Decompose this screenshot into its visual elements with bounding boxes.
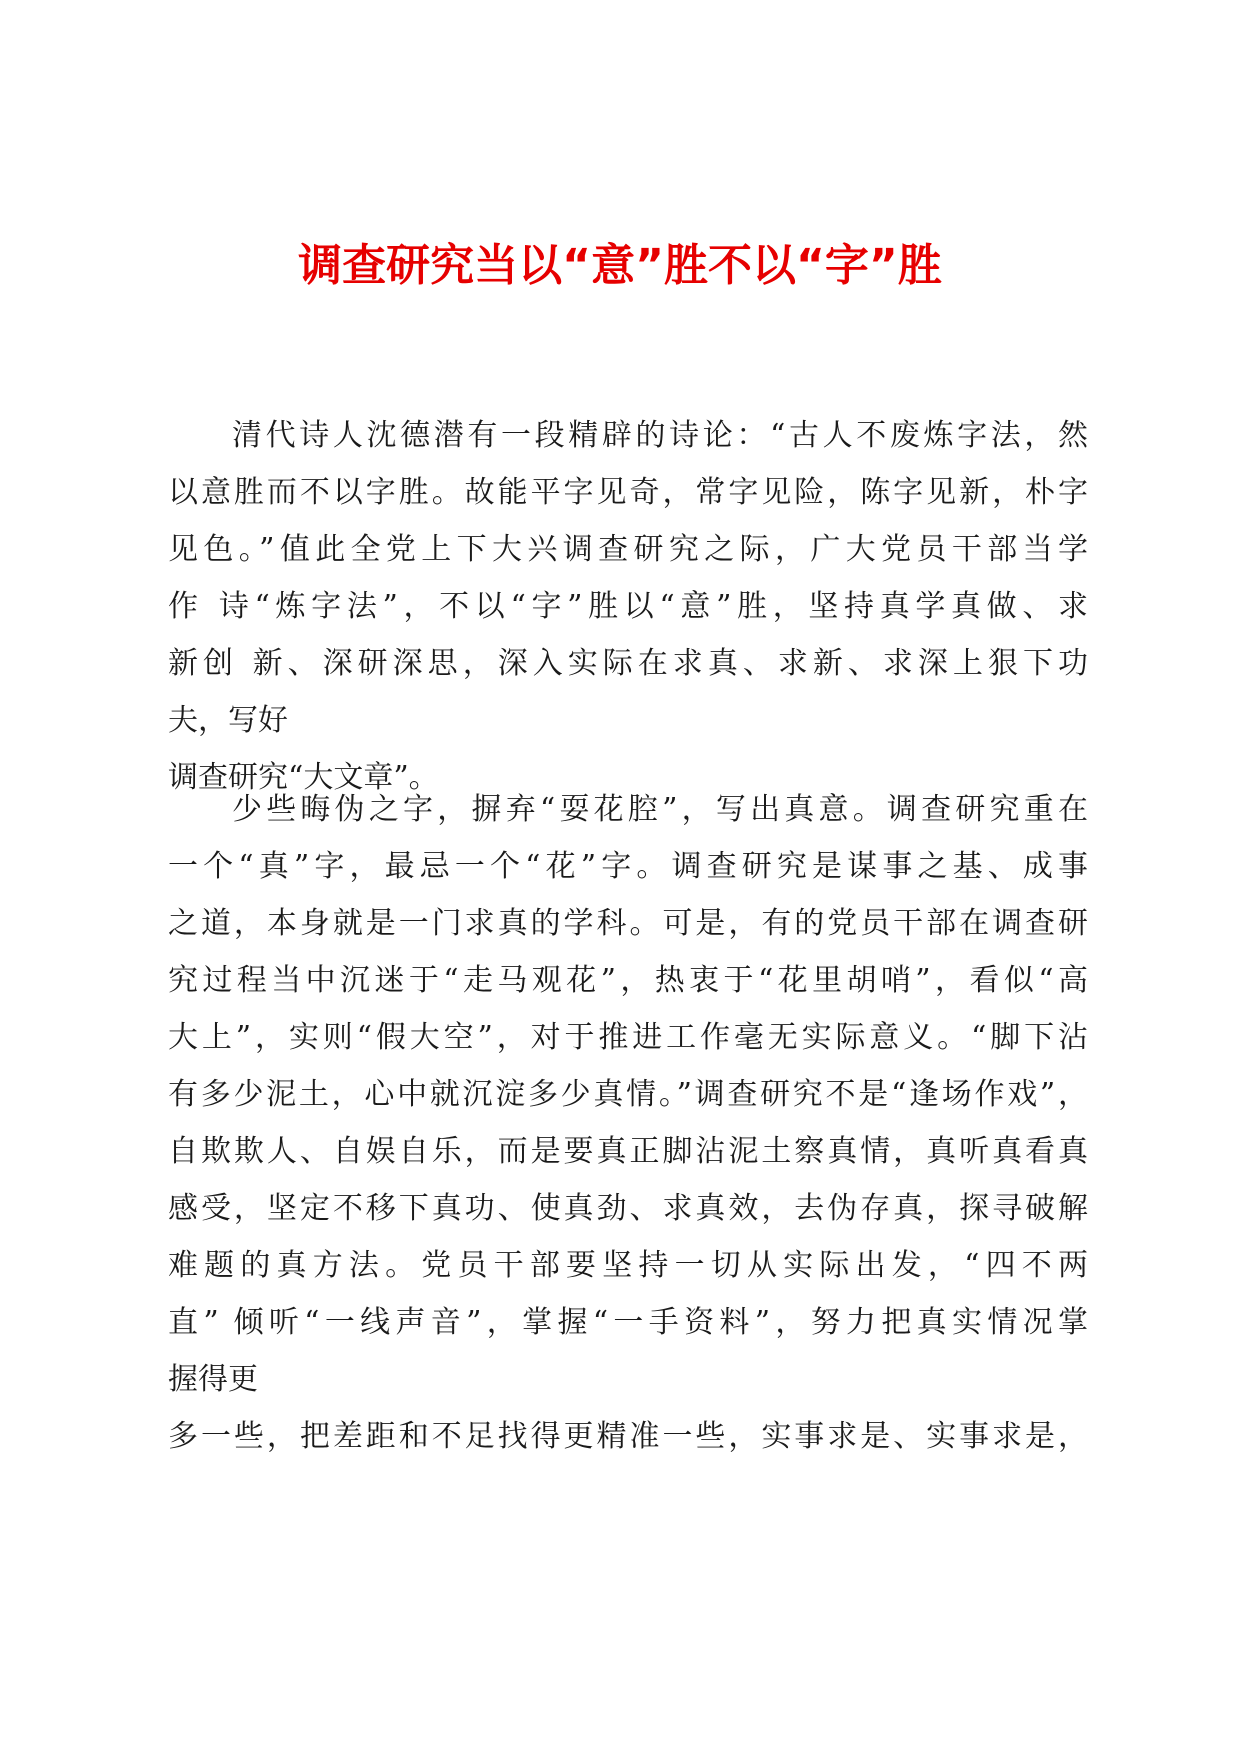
- paragraph-1: [168, 407, 1088, 806]
- paragraph-line: 大上”，实则“假大空”，对于推进工作毫无实际意义。“脚下沾: [168, 1020, 1088, 1055]
- paragraph-line: 直” 倾听“一线声音”，掌握“一手资料”，努力把真实情况掌: [168, 1305, 1088, 1340]
- paragraph-line: 清代诗人沈德潜有一段精辟的诗论：“古人不废炼字法，然: [232, 418, 1088, 453]
- paragraph-line: 见色。”值此全党上下大兴调查研究之际，广大党员干部当学: [168, 532, 1088, 567]
- paragraph-line: 夫，写好: [168, 703, 288, 738]
- paragraph-2: [168, 781, 1088, 1465]
- paragraph-line: 调查研究“大文章”。: [168, 760, 439, 795]
- paragraph-line: 握得更: [168, 1362, 258, 1397]
- document-title: 调查研究当以“意”胜不以“字”胜: [298, 240, 942, 291]
- paragraph-line: 之道，本身就是一门求真的学科。可是，有的党员干部在调查研: [168, 906, 1088, 941]
- paragraph-line: 有多少泥土，心中就沉淀多少真情。”调查研究不是“逢场作戏”，: [168, 1077, 1088, 1112]
- paragraph-line: 以意胜而不以字胜。故能平字见奇，常字见险，陈字见新，朴字: [168, 475, 1088, 510]
- paragraph-line: 少些晦伪之字，摒弃“耍花腔”，写出真意。调查研究重在: [232, 792, 1088, 827]
- paragraph-line: 新创 新、深研深思，深入实际在求真、求新、求深上狠下功: [168, 646, 1088, 681]
- paragraph-line: 究过程当中沉迷于“走马观花”，热衷于“花里胡哨”，看似“高: [168, 963, 1088, 998]
- paragraph-line: 难题的真方法。党员干部要坚持一切从实际出发，“四不两: [168, 1248, 1088, 1283]
- paragraph-line: 多一些，把差距和不足找得更精准一些，实事求是、实事求是，: [168, 1419, 1088, 1454]
- paragraph-line: 一个“真”字，最忌一个“花”字。调查研究是谋事之基、成事: [168, 849, 1088, 884]
- paragraph-line: 感受，坚定不移下真功、使真劲、求真效，去伪存真，探寻破解: [168, 1191, 1088, 1226]
- paragraph-line: 作 诗“炼字法”，不以“字”胜以“意”胜，坚持真学真做、求: [168, 589, 1088, 624]
- paragraph-line: 自欺欺人、自娱自乐，而是要真正脚沾泥土察真情，真听真看真: [168, 1134, 1088, 1169]
